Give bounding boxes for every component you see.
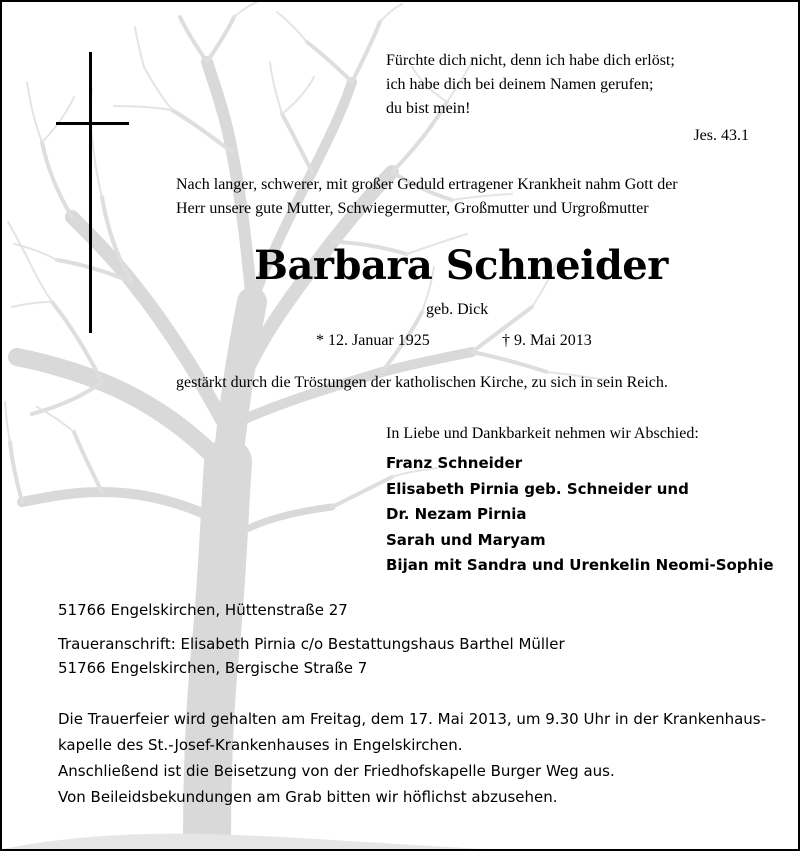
- farewell-intro: In Liebe und Dankbarkeit nehmen wir Abschied:: [386, 425, 699, 442]
- mourner-name: Elisabeth Pirnia geb. Schneider und: [386, 479, 689, 498]
- mourner-name: Sarah und Maryam: [386, 530, 546, 549]
- birth-date: * 12. Januar 1925: [316, 332, 430, 349]
- service-line: kapelle des St.-Josef-Krankenhauses in Engelskirchen.: [58, 736, 463, 754]
- intro-text: [176, 173, 678, 221]
- service-line: Von Beileidsbekundungen am Grab bitten wir höflichst abzusehen.: [58, 788, 558, 806]
- service-info: [58, 706, 766, 810]
- home-address: 51766 Engelskirchen, Hüttenstraße 27: [58, 601, 348, 619]
- mourner-name: Dr. Nezam Pirnia: [386, 505, 527, 523]
- church-line: gestärkt durch die Tröstungen der katholischen Kirche, zu sich in sein Reich.: [176, 374, 668, 391]
- verse-line: Fürchte dich nicht, denn ich habe dich erlöst;: [386, 52, 675, 69]
- cross-icon-horizontal: [56, 122, 129, 125]
- bible-verse: [386, 49, 675, 121]
- mourner-name: Bijan mit Sandra und Urenkelin Neomi-Sophie: [386, 556, 774, 574]
- mourners-list: [386, 451, 774, 579]
- mourning-address-line: 51766 Engelskirchen, Bergische Straße 7: [58, 659, 368, 677]
- verse-line: ich habe dich bei deinem Namen gerufen;: [386, 76, 654, 93]
- mourner-name: Franz Schneider: [386, 454, 523, 472]
- verse-reference: Jes. 43.1: [693, 127, 749, 144]
- deceased-name: Barbara Schneider: [254, 242, 668, 289]
- mourning-address: [58, 632, 565, 680]
- maiden-name: geb. Dick: [426, 301, 489, 318]
- mourning-address-line: Traueranschrift: Elisabeth Pirnia c/o Bestattungshaus Barthel Müller: [58, 635, 565, 653]
- service-line: Die Trauerfeier wird gehalten am Freitag, dem 17. Mai 2013, um 9.30 Uhr in der Krankenhaus-: [58, 710, 767, 728]
- death-date: † 9. Mai 2013: [502, 332, 592, 349]
- intro-line: Nach langer, schwerer, mit großer Geduld ertragener Krankheit nahm Gott der: [176, 176, 678, 193]
- service-line: Anschließend ist die Beisetzung von der Friedhofskapelle Burger Weg aus.: [58, 762, 615, 780]
- intro-line: Herr unsere gute Mutter, Schwiegermutter, Großmutter und Urgroßmutter: [176, 200, 649, 217]
- verse-line: du bist mein!: [386, 100, 471, 117]
